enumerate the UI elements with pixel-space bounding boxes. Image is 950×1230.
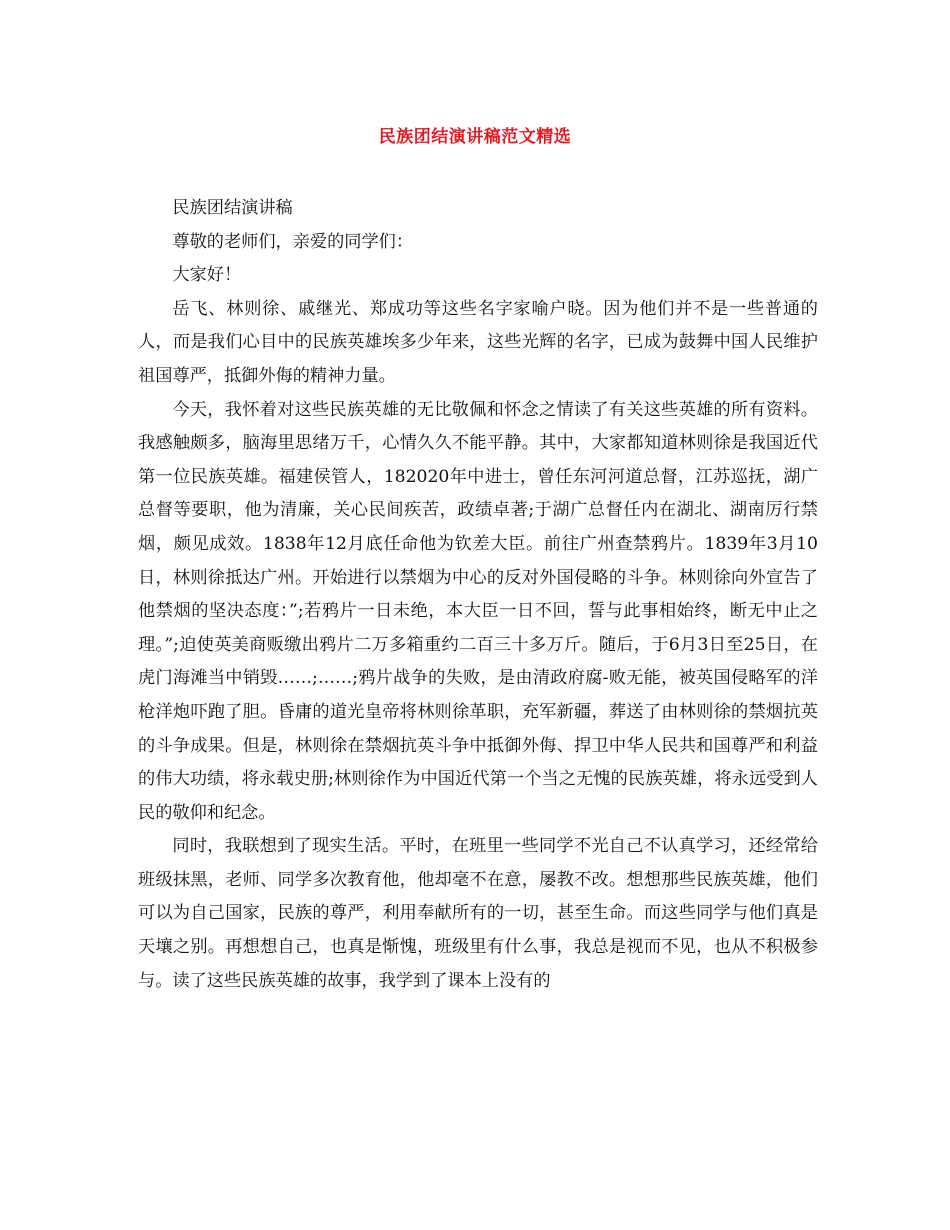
paragraph: 岳飞、林则徐、戚继光、郑成功等这些名字家喻户晓。因为他们并不是一些普通的人，而是我们心目中的民族英雄埃多少年来，这些光辉的名字，已成为鼓舞中国人民维护祖国尊严，抵御外侮的精神力量。: [138, 298, 818, 386]
document-body: [138, 192, 818, 998]
paragraph-salutation: 尊敬的老师们，亲爱的同学们：: [172, 231, 414, 252]
paragraph: 同时，我联想到了现实生活。平时，在班里一些同学不光自己不认真学习，还经常给班级抹黑，老师、同学多次教育他，他却毫不在意，屡教不改。想想那些民族英雄，他们可以为自己国家，民族的尊严，利用奉献所有的一切，甚至生命。而这些同学与他们真是天壤之别。再想想自己，也真是惭愧，班级里有什么事，我总是视而不见，也从不积极参与。读了这些民族英雄的故事，我学到了课本上没有的: [138, 836, 818, 991]
paragraph: 今天，我怀着对这些民族英雄的无比敬佩和怀念之情读了有关这些英雄的所有资料。我感触颇多，脑海里思绪万千，心情久久不能平静。其中，大家都知道林则徐是我国近代第一位民族英雄。福建侯管人，182020年中进士，曾任东河河道总督，江苏巡抚，湖广总督等要职，他为清廉，关心民间疾苦，政绩卓著;于湖广总督任内在湖北、湖南厉行禁烟，颇见成效。1838年12月底任命他为钦差大臣。前往广州查禁鸦片。1839年3月10日，林则徐抵达广州。开始进行以禁烟为中心的反对外国侵略的斗争。林则徐向外宣告了他禁烟的坚决态度：”;若鸦片一日未绝，本大臣一日不回，誓与此事相始终，断无中止之理。”;迫使英美商贩缴出鸦片二万多箱重约二百三十多万斤。随后，于6月3日至25日，在虎门海滩当中销毁……;……;鸦片战争的失败，是由清政府腐-败无能，被英国侵略军的洋枪洋炮吓跑了胆。昏庸的道光皇帝将林则徐革职，充军新疆，葬送了由林则徐的禁烟抗英的斗争成果。但是，林则徐在禁烟抗英斗争中抵御外侮、捍卫中华人民共和国尊严和利益的伟大功绩，将永载史册;林则徐作为中国近代第一个当之无愧的民族英雄，将永远受到人民的敬仰和纪念。: [138, 399, 818, 823]
paragraph-heading: 民族团结演讲稿: [172, 198, 293, 218]
document-title: 民族团结演讲稿范文精选: [378, 127, 572, 147]
paragraph-greeting: 大家好！: [172, 265, 242, 286]
